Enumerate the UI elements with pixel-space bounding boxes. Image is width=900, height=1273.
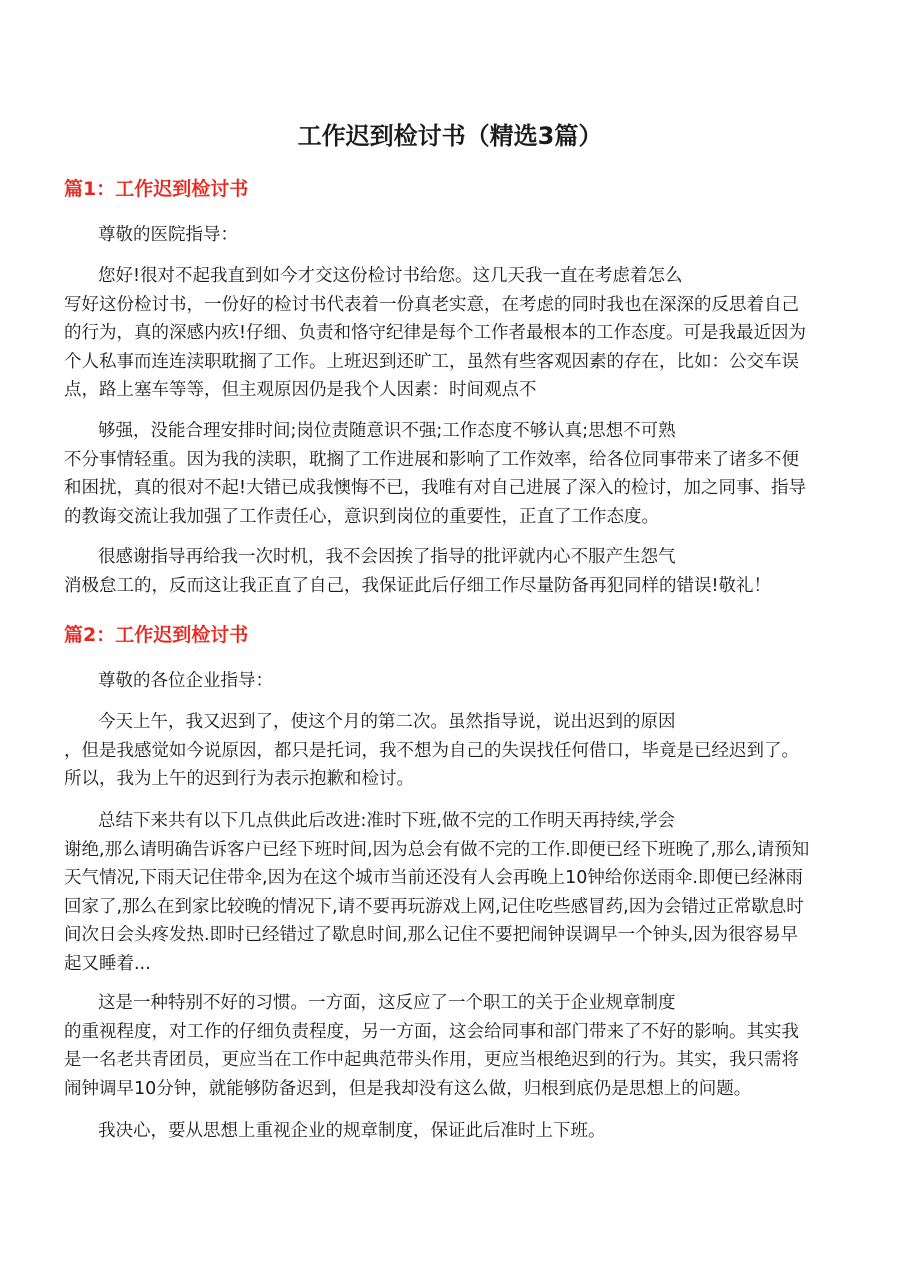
text-line: 起又睡着... [64, 953, 151, 974]
text-line: 总结下来共有以下几点供此后改进:准时下班,做不完的工作明天再持续,学会 [98, 811, 676, 831]
section-2-paragraph-1 [64, 708, 840, 794]
text-line: 很感谢指导再给我一次时机，我不会因挨了指导的批评就内心不服产生怨气 [98, 547, 676, 567]
text-line: 个人私事而连连渎职耽搁了工作。上班迟到还旷工，虽然有些客观因素的存在，比如：公交车误 [64, 351, 799, 372]
section-1-paragraph-1 [64, 262, 840, 405]
section-1-salutation: 尊敬的医院指导： [98, 225, 238, 245]
text-line: 消极怠工的，反而这让我正直了自己，我保证此后仔细工作尽量防备再犯同样的错误!敬礼！ [64, 575, 772, 596]
section-2-paragraph-4 [64, 1117, 840, 1146]
text-line: ，但是我感觉如今说原因，都只是托词，我不想为自己的失误找任何借口，毕竟是已经迟到了。 [64, 740, 799, 761]
text-line: 您好!很对不起我直到如今才交这份检讨书给您。这几天我一直在考虑着怎么 [98, 266, 683, 286]
text-line: 的重视程度，对工作的仔细负责程度，另一方面，这会给同事和部门带来了不好的影响。其实我 [64, 1021, 799, 1042]
text-line: 回家了,那么在到家比较晚的情况下,请不要再玩游戏上网,记住吃些感冒药,因为会错过正常歇息时 [64, 896, 804, 917]
document-title: 工作迟到检讨书（精选3篇） [297, 122, 603, 150]
text-line: 我决心，要从思想上重视企业的规章制度，保证此后准时上下班。 [98, 1121, 606, 1141]
section-2-heading: 篇2：工作迟到检讨书 [64, 624, 249, 646]
text-line: 点，路上塞车等等，但主观原因仍是我个人因素：时间观点不 [64, 380, 537, 400]
text-line: 闹钟调早10分钟，就能够防备迟到，但是我却没有这么做，归根到底仍是思想上的问题。 [64, 1078, 752, 1099]
text-line: 今天上午，我又迟到了，使这个月的第二次。虽然指导说，说出迟到的原因 [98, 712, 676, 732]
text-line: 所以，我为上午的迟到行为表示抱歉和检讨。 [64, 769, 414, 789]
section-1-heading: 篇1：工作迟到检讨书 [64, 178, 249, 200]
text-line: 这是一种特别不好的习惯。一方面，这反应了一个职工的关于企业规章制度 [98, 993, 676, 1013]
section-1-paragraph-3 [64, 543, 840, 600]
text-line: 天气情况,下雨天记住带伞,因为在这个城市当前还没有人会再晚上10钟给你送雨伞.即便已经淋雨 [64, 868, 803, 888]
text-line: 谢绝,那么请明确告诉客户已经下班时间,因为总会有做不完的工作.即便已经下班晚了,那么,请预知 [64, 839, 810, 860]
section-2-salutation: 尊敬的各位企业指导： [98, 671, 273, 691]
text-line: 够强，没能合理安排时间;岗位责随意识不强;工作态度不够认真;思想不可熟 [98, 421, 676, 441]
text-line: 写好这份检讨书，一份好的检讨书代表着一份真老实意，在考虑的同时我也在深深的反思着自己 [64, 294, 799, 315]
text-line: 的教诲交流让我加强了工作责任心，意识到岗位的重要性，正直了工作态度。 [64, 506, 659, 527]
text-line: 和困扰，真的很对不起!大错已成我懊悔不已，我唯有对自己进展了深入的检讨，加之同事、指导 [64, 478, 807, 498]
section-2-paragraph-3 [64, 989, 840, 1103]
text-line: 的行为，真的深感内疚!仔细、负责和恪守纪律是每个工作者最根本的工作态度。可是我最近因为 [64, 323, 807, 343]
text-line: 是一名老共青团员，更应当在工作中起典范带头作用，更应当根绝迟到的行为。其实，我只需将 [64, 1050, 799, 1070]
text-line: 间次日会头疼发热.即时已经错过了歇息时间,那么记住不要把闹钟误调早一个钟头,因为很容易早 [64, 925, 799, 945]
section-1-paragraph-2 [64, 417, 840, 531]
section-2-paragraph-2 [64, 807, 840, 978]
text-line: 不分事情轻重。因为我的渎职，耽搁了工作进展和影响了工作效率，给各位同事带来了诸多不便 [64, 449, 799, 470]
